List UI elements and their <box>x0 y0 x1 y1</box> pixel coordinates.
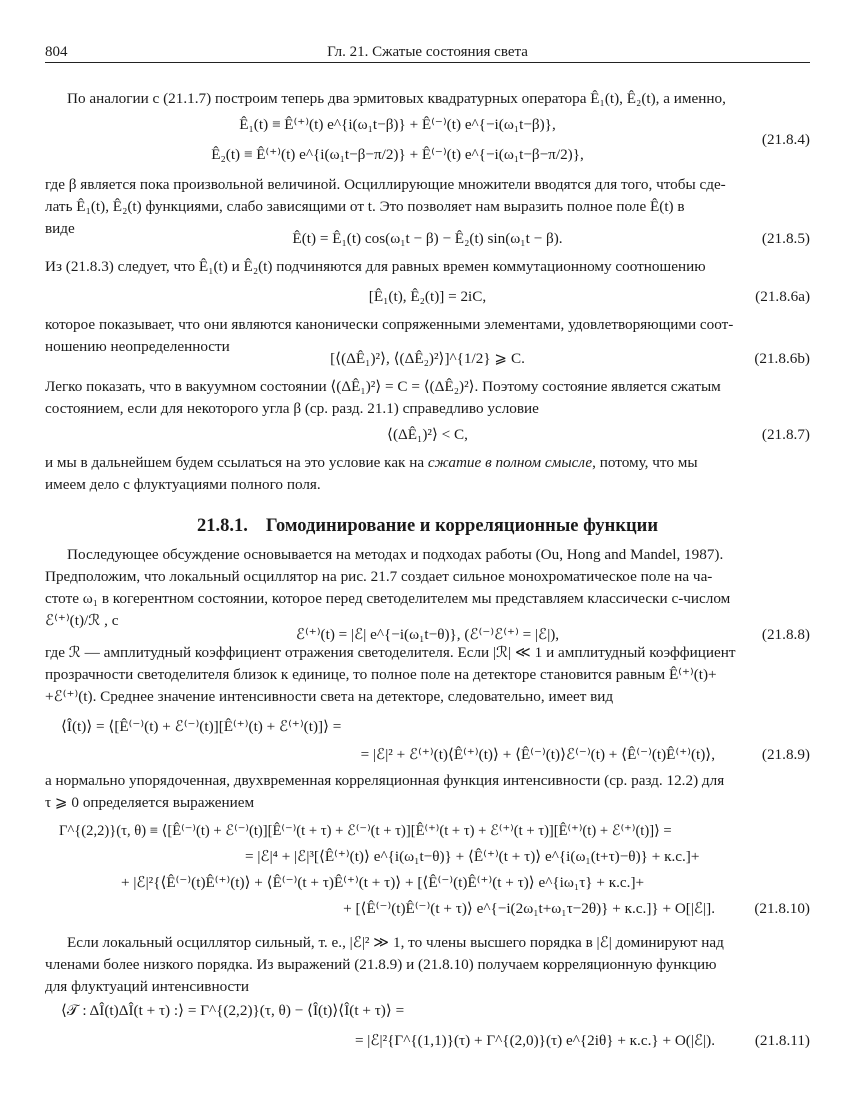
equation-line: ⟨(ΔÊ₁)²⟩ < C, <box>387 426 468 443</box>
equation-21-8-6a <box>45 286 810 308</box>
text-line: ℰ⁽⁺⁾(t)/ℛ , с <box>45 612 119 629</box>
text-line: Последующее обсуждение основывается на методах и подходах работы (Ou, Hong and Mandel, 1987). <box>67 546 724 563</box>
equation-number: (21.8.6b) <box>754 350 810 367</box>
text-line: где β является пока произвольной величиной. Осциллирующие множители вводятся для того, чтобы сде- <box>45 176 726 193</box>
equation-number: (21.8.11) <box>754 1032 810 1049</box>
equation-line: Ê(t) = Ê₁(t) cos(ω₁t − β) − Ê₂(t) sin(ω₁t − β). <box>292 230 563 247</box>
equation-line: + |ℰ|²{⟨Ê⁽⁻⁾(t)Ê⁽⁺⁾(t)⟩ + ⟨Ê⁽⁻⁾(t + τ)Ê⁽⁺⁾(t + τ)⟩ + [⟨Ê⁽⁻⁾(t)Ê⁽⁺⁾(t + τ)⟩ e^{iω₁τ} + к.с.]+ <box>121 874 645 891</box>
equation-number: (21.8.9) <box>761 746 810 763</box>
equation-line: Ê₂(t) ≡ Ê⁽⁺⁾(t) e^{i(ω₁t−β−π/2)} + Ê⁽⁻⁾(t) e^{−i(ω₁t−β−π/2)}, <box>211 146 584 163</box>
text-line: Предположим, что локальный осциллятор на рис. 21.7 создает сильное монохроматическое поле на ча- <box>45 568 713 585</box>
paragraph-quadrature-intro: По аналогии с (21.1.7) построим теперь два эрмитовых квадратурных оператора Ê₁(t), Ê₂(t), а именно, <box>67 90 726 107</box>
paragraph-correlation <box>45 770 810 814</box>
paragraph-reflection <box>45 642 810 708</box>
section-heading <box>45 516 810 537</box>
equation-line: Ê₁(t) ≡ Ê⁽⁺⁾(t) e^{i(ω₁t−β)} + Ê⁽⁻⁾(t) e^{−i(ω₁t−β)}, <box>239 116 556 133</box>
text-line: а нормально упорядоченная, двухвременная корреляционная функция интенсивности (ср. разд. 12.2) для <box>45 772 725 789</box>
page-number: 804 <box>45 44 68 60</box>
equation-line: ⟨Î(t)⟩ = ⟨[Ê⁽⁻⁾(t) + ℰ⁽⁻⁾(t)][Ê⁽⁺⁾(t) + ℰ⁽⁺⁾(t)]⟩ = <box>61 718 342 735</box>
paragraph-commutation: Из (21.8.3) следует, что Ê₁(t) и Ê₂(t) подчиняются для равных времен коммутационному соотношению <box>45 258 706 275</box>
text-line: состоянием, если для некоторого угла β (ср. разд. 21.1) справедливо условие <box>45 400 539 417</box>
equation-number: (21.8.5) <box>761 230 810 247</box>
equation-21-8-7 <box>45 424 810 446</box>
text-run: , потому, что мы <box>592 454 698 471</box>
text-line: +ℰ⁽⁺⁾(t). Среднее значение интенсивности света на детекторе, следовательно, имеет вид <box>45 688 614 705</box>
equation-line: ⟨𝒯 : ΔÎ(t)ΔÎ(t + τ) :⟩ = Γ^{(2,2)}(τ, θ) − ⟨Î(t)⟩⟨Î(t + τ)⟩ = <box>61 1002 405 1019</box>
equation-number: (21.8.7) <box>761 426 810 443</box>
running-title: Гл. 21. Сжатые состояния света <box>327 44 528 60</box>
equation-number: (21.8.8) <box>761 626 810 643</box>
equation-line: + [⟨Ê⁽⁻⁾(t)Ê⁽⁻⁾(t + τ)⟩ e^{−i(2ω₁t+ω₁τ−2θ)} + к.с.]} + O[|ℰ|]. <box>343 900 715 917</box>
paragraph-squeezing-definition <box>45 452 810 496</box>
text-run: и мы в дальнейшем будем ссылаться на это условие как на <box>45 454 428 471</box>
equation-line: [Ê₁(t), Ê₂(t)] = 2iC, <box>368 288 487 305</box>
text-line: где ℛ — амплитудный коэффициент отражения светоделителя. Если |ℛ| ≪ 1 и амплитудный коэффициент <box>45 644 736 661</box>
paragraph-strong-oscillator <box>45 932 810 998</box>
text-line: Если локальный осциллятор сильный, т. е., |ℰ|² ≫ 1, то члены высшего порядка в |ℰ| доминируют над <box>67 934 724 951</box>
text-line: имеем дело с флуктуациями полного поля. <box>45 476 321 493</box>
text-line: Легко показать, что в вакуумном состоянии ⟨(ΔÊ₁)²⟩ = C = ⟨(ΔÊ₂)²⟩. Поэтому состояние является сжатым <box>45 378 721 395</box>
text-line: для флуктуаций интенсивности <box>45 978 250 995</box>
equation-line: ℰ⁽⁺⁾(t) = |ℰ| e^{−i(ω₁t−θ)}, (ℰ⁽⁻⁾ℰ⁽⁺⁾ = |ℰ|), <box>295 626 560 643</box>
text-line: τ ⩾ 0 определяется выражением <box>45 794 255 811</box>
equation-line: = |ℰ|⁴ + |ℰ|³[⟨Ê⁽⁺⁾(t)⟩ e^{i(ω₁t−θ)} + ⟨Ê⁽⁺⁾(t + τ)⟩ e^{i(ω₁(t+τ)−θ)} + к.с.]+ <box>245 848 700 865</box>
equation-number: (21.8.10) <box>754 900 810 917</box>
equation-21-8-11 <box>45 1000 810 1052</box>
equation-line: = |ℰ|²{Γ^{(1,1)}(τ) + Γ^{(2,0)}(τ) e^{2iθ} + к.с.} + O(|ℰ|). <box>354 1032 715 1049</box>
text-line: ношению неопределенности <box>45 338 230 355</box>
equation-21-8-6b <box>45 348 810 370</box>
text-line: членами более низкого порядка. Из выражений (21.8.9) и (21.8.10) получаем корреляционную функцию <box>45 956 717 973</box>
text-line: которое показывает, что они являются канонически сопряженными элементами, удовлетворяющими соот- <box>45 316 734 333</box>
section-title: Гомодинирование и корреляционные функции <box>265 516 658 536</box>
equation-number: (21.8.4) <box>761 131 810 148</box>
text-line: прозрачности светоделителя близок к единице, то полное поле на детекторе становится равным Ê⁽⁺⁾(t)+ <box>45 666 717 683</box>
section-number: 21.8.1. <box>197 516 248 536</box>
text-line: лать Ê₁(t), Ê₂(t) функциями, слабо зависящими от t. Это позволяет нам выразить полное поле Ê(t) в <box>45 198 685 215</box>
paragraph-homodyne-setup <box>45 544 810 632</box>
text-line <box>45 452 810 474</box>
paragraph-vacuum <box>45 376 810 420</box>
equation-21-8-4 <box>45 114 810 166</box>
text-line: стоте ω₁ в когерентном состоянии, которое перед светоделителем мы представляем классически c-числом <box>45 590 731 607</box>
equation-line: = |ℰ|² + ℰ⁽⁺⁾(t)⟨Ê⁽⁺⁾(t)⟩ + ⟨Ê⁽⁻⁾(t)⟩ℰ⁽⁻⁾(t) + ⟨Ê⁽⁻⁾(t)Ê⁽⁺⁾(t)⟩, <box>360 746 715 763</box>
equation-21-8-5 <box>45 228 810 250</box>
equation-21-8-10 <box>45 820 810 920</box>
emphasis-term: сжатие в полном смысле <box>427 454 593 471</box>
equation-21-8-9 <box>45 716 810 766</box>
text-line: виде <box>45 220 75 237</box>
equation-number: (21.8.6a) <box>755 288 810 305</box>
page-header <box>45 38 810 63</box>
equation-line: [⟨(ΔÊ₁)²⟩, ⟨(ΔÊ₂)²⟩]^{1/2} ⩾ C. <box>330 350 525 367</box>
equation-line: Γ^{(2,2)}(τ, θ) ≡ ⟨[Ê⁽⁻⁾(t) + ℰ⁽⁻⁾(t)][Ê⁽⁻⁾(t + τ) + ℰ⁽⁻⁾(t + τ)][Ê⁽⁺⁾(t + τ) + ℰ⁽⁺⁾(t + τ)][Ê⁽⁺⁾(t) + ℰ⁽⁺⁾(t)]⟩ = <box>59 823 672 839</box>
